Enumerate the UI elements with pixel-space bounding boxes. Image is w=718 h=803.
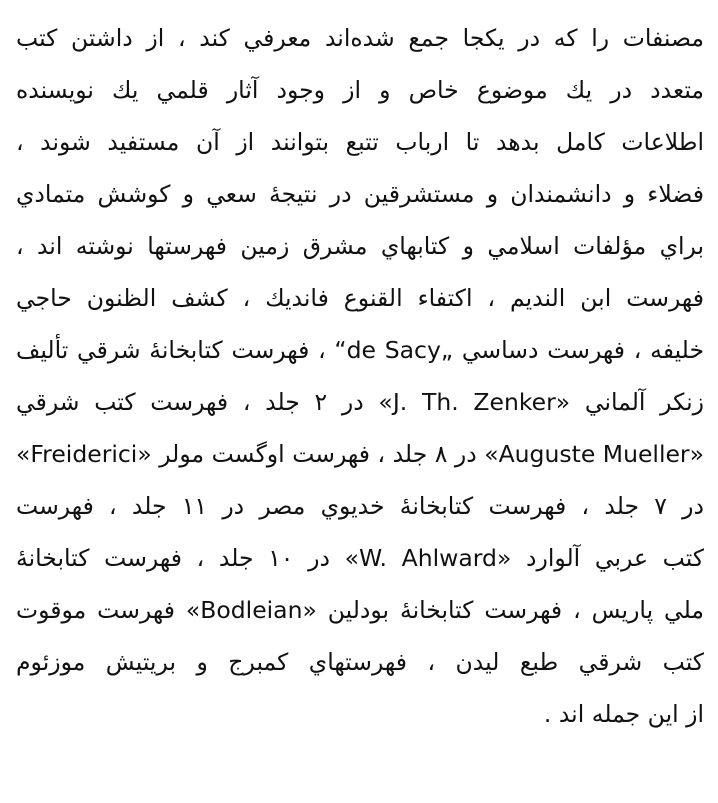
text-line-11: كتب عربي آلوارد «W. Ahlward» در ۱۰ جلد ، فهرست كتابخانهٔ xyxy=(16,544,704,572)
text-line-13: كتب شرقي طبع ليدن ، فهرستهاي كمبرج و بريتيش موزئوم xyxy=(16,648,704,676)
text-line-7: خليفه ، فهرست دساسي „de Sacy“ ، فهرست كتابخانهٔ شرقي تأليف xyxy=(16,336,704,364)
text-line-14: از اين جمله اند . xyxy=(543,700,704,728)
text-line-3: اطلاعات كامل بدهد تا ارباب تتبع بتوانند از آن مستفيد شوند ، xyxy=(16,128,704,156)
text-line-12: ملي پاريس ، فهرست كتابخانهٔ بودلين «Bodleian» فهرست موقوت xyxy=(16,596,704,624)
text-line-5: براي مؤلفات اسلامي و كتابهاي مشرق زمين فهرستها نوشته اند ، xyxy=(16,232,704,260)
text-line-1: مصنفات را كه در يكجا جمع شده‌اند معرفي كند ، از داشتن كتب xyxy=(16,24,704,52)
text-line-2: متعدد در يك موضوع خاص و از وجود آثار قلمي يك نويسنده xyxy=(16,76,704,104)
text-line-6: فهرست ابن النديم ، اكتفاء القنوع فانديك ، كشف الظنون حاجي xyxy=(16,284,704,312)
text-line-8: زنكر آلماني «J. Th. Zenker» در ۲ جلد ، فهرست كتب شرقي xyxy=(16,388,704,416)
text-line-4: فضلاء و دانشمندان و مستشرقين در نتيجهٔ سعي و كوشش متمادي xyxy=(16,180,704,208)
text-line-9: «Freiderici» در ۸ جلد ، فهرست اوگست مولر «Auguste Mueller» xyxy=(16,440,704,468)
text-line-10: در ۷ جلد ، فهرست كتابخانهٔ خديوي مصر در ۱۱ جلد ، فهرست xyxy=(16,492,704,520)
